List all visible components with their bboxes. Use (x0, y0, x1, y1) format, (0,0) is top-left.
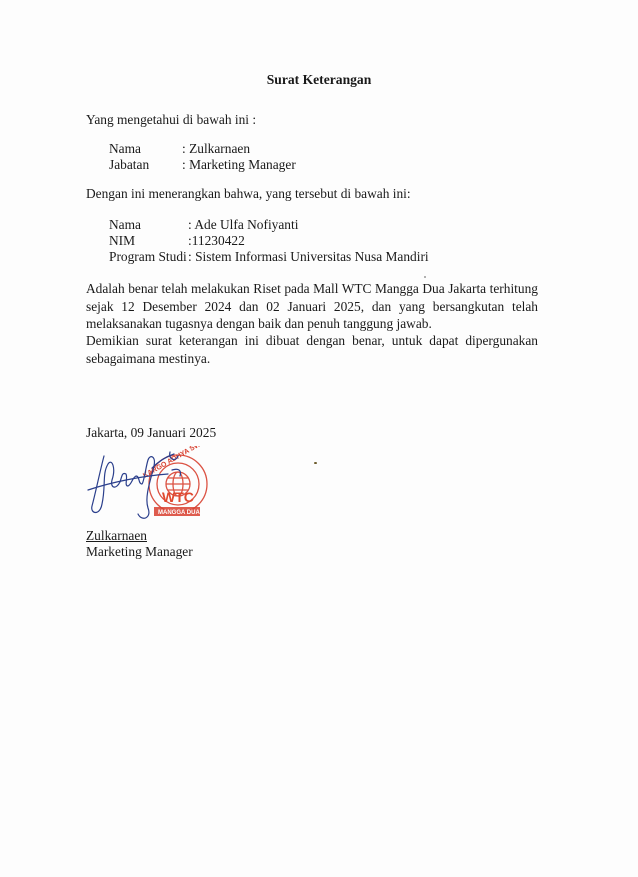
student-program-label: Program Studi (109, 249, 187, 264)
company-stamp (82, 446, 242, 536)
scan-speck (424, 276, 426, 278)
place-date: Jakarta, 09 Januari 2025 (86, 425, 217, 440)
signer-position-value: : Marketing Manager (182, 157, 296, 172)
signer-name-label: Nama (109, 141, 141, 156)
signer-name: Zulkarnaen (86, 528, 147, 543)
scan-speck (314, 462, 317, 464)
svg-text:WTC: WTC (162, 489, 194, 505)
statement-line: Dengan ini menerangkan bahwa, yang tersebut di bawah ini: (86, 186, 411, 201)
student-nim-label: NIM (109, 233, 136, 248)
intro-line: Yang mengetahui di bawah ini : (86, 112, 257, 127)
student-name-value: : Ade Ulfa Nofiyanti (188, 217, 299, 232)
closing-paragraph: Demikian surat keterangan ini dibuat dengan benar, untuk dapat dipergunakan sebagaimana mestinya. (86, 333, 538, 366)
signer-title: Marketing Manager (86, 544, 193, 559)
student-program-value: : Sistem Informasi Universitas Nusa Mandiri (188, 249, 429, 264)
svg-text:KARGO ADHYA SWASTI: KARGO ADHYA SWASTI (142, 446, 216, 480)
svg-text:MANGGA DUA: MANGGA DUA (158, 510, 200, 516)
signature-stamp-area (82, 446, 242, 536)
student-name-label: Nama (109, 217, 141, 232)
letter-title: Surat Keterangan (266, 72, 372, 87)
student-nim-value: :11230422 (188, 233, 245, 248)
body-paragraph: Adalah benar telah melakukan Riset pada Mall WTC Mangga Dua Jakarta terhitung sejak 12 Desember 2024 dan 02 Januari 2025, dan yang bersangkutan telah melaksanakan tugasnya dengan baik dan penuh tanggung jawab. (86, 281, 538, 331)
signer-name-value: : Zulkarnaen (182, 141, 251, 156)
signer-position-label: Jabatan (109, 157, 150, 172)
